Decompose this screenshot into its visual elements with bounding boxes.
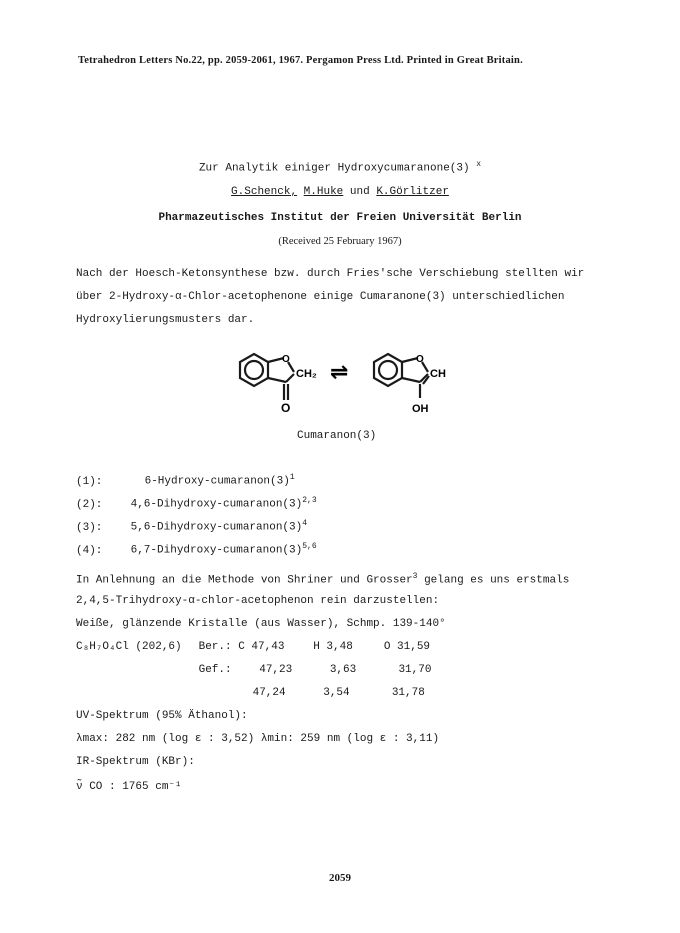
institute: Pharmazeutisches Institut der Freien Universität Berlin: [158, 212, 522, 224]
paper-title: [0, 160, 680, 175]
title-footnote-mark: x: [476, 160, 482, 169]
compound-name: 6,7-Dihydroxy-cumaranon(3): [130, 544, 303, 557]
journal-header: Tetrahedron Letters No.22, pp. 2059-2061, 1967. Pergamon Press Ltd. Printed in Great Britain.: [78, 55, 523, 66]
compound-name: 6-Hydroxy-cumaranon(3): [144, 475, 290, 488]
para2-line-1b: gelang es uns erstmals: [417, 574, 570, 587]
found-label: Gef.:: [198, 664, 232, 676]
compound-row-3: [76, 519, 307, 534]
equilibrium-arrows: ⇌: [330, 359, 349, 384]
compound-number: (4):: [76, 544, 103, 557]
ir-values: ν̃ CO : 1765 cm⁻¹: [76, 781, 182, 793]
analysis-row-1: [76, 641, 430, 653]
author-2: M.Huke: [303, 186, 344, 198]
compound-name: 4,6-Dihydroxy-cumaranon(3): [130, 498, 303, 511]
authors-conjunction: und: [349, 186, 370, 198]
calc-carbon: Ber.: C 47,43: [198, 641, 285, 653]
page-number: 2059: [329, 872, 351, 884]
compound-ref: 5,6: [302, 542, 317, 551]
title-text: Zur Analytik einiger Hydroxycumaranone(3): [198, 162, 470, 175]
received-date: (Received 25 February 1967): [278, 236, 402, 247]
found-oxygen-1: 31,70: [398, 664, 432, 676]
uv-values: λmax: 282 nm (log ε : 3,52) λmin: 259 nm (log ε : 3,11): [76, 733, 440, 745]
analysis-row-2: [76, 664, 431, 676]
calc-oxygen: O 31,59: [383, 641, 431, 653]
cumaranone-tautomer-scheme: [226, 340, 466, 418]
compound-ref: 2,3: [302, 496, 317, 505]
compound-number: (1):: [76, 475, 103, 488]
intro-line-3: Hydroxylierungsmusters dar.: [76, 314, 255, 326]
para2-ref: 3: [412, 572, 418, 581]
intro-line-1: Nach der Hoesch-Ketonsynthese bzw. durch Fries'sche Verschiebung stellten wir: [76, 268, 585, 280]
uv-heading: UV-Spektrum (95% Äthanol):: [76, 710, 248, 722]
found-hydrogen-1: 3,63: [329, 664, 357, 676]
compound-number: (3):: [76, 521, 103, 534]
found-carbon-2: 47,24: [252, 687, 286, 699]
molecular-formula: C₈H₇O₄Cl (202,6): [76, 641, 182, 653]
right-hydroxyl: OH: [412, 403, 429, 415]
found-carbon-1: 47,23: [259, 664, 293, 676]
compound-name: 5,6-Dihydroxy-cumaranon(3): [130, 521, 303, 534]
found-oxygen-2: 31,78: [391, 687, 425, 699]
right-ch-label: CH: [430, 368, 446, 380]
scheme-caption: Cumaranon(3): [297, 430, 377, 442]
compound-ref: 4: [302, 519, 308, 528]
ir-heading: IR-Spektrum (KBr):: [76, 756, 195, 768]
left-ch2-label: CH₂: [296, 368, 317, 380]
found-hydrogen-2: 3,54: [323, 687, 350, 699]
authors: [0, 186, 680, 198]
left-carbonyl-oxygen: O: [281, 401, 291, 415]
author-3: K.Görlitzer: [376, 186, 449, 198]
compound-number: (2):: [76, 498, 103, 511]
para2-line-1: [76, 572, 569, 587]
right-ring-oxygen: O: [416, 354, 424, 365]
compound-ref: 1: [289, 473, 295, 482]
left-ring-oxygen: O: [282, 354, 290, 365]
analysis-row-3: [76, 687, 425, 699]
para2-line-1a: In Anlehnung an die Methode von Shriner und Grosser: [76, 574, 413, 587]
para2-line-3: Weiße, glänzende Kristalle (aus Wasser), Schmp. 139-140°: [76, 618, 446, 630]
left-aromatic-circle: [245, 361, 263, 379]
compound-row-4: [76, 542, 317, 557]
right-aromatic-circle: [379, 361, 397, 379]
compound-row-1: [76, 473, 295, 488]
compound-row-2: [76, 496, 317, 511]
para2-line-2: 2,4,5-Trihydroxy-α-chlor-acetophenon rein darzustellen:: [76, 595, 440, 607]
author-1: G.Schenck,: [231, 186, 298, 198]
calc-hydrogen: H 3,48: [313, 641, 353, 653]
intro-line-2: über 2-Hydroxy-α-Chlor-acetophenone einige Cumaranone(3) unterschiedlichen: [76, 291, 565, 303]
